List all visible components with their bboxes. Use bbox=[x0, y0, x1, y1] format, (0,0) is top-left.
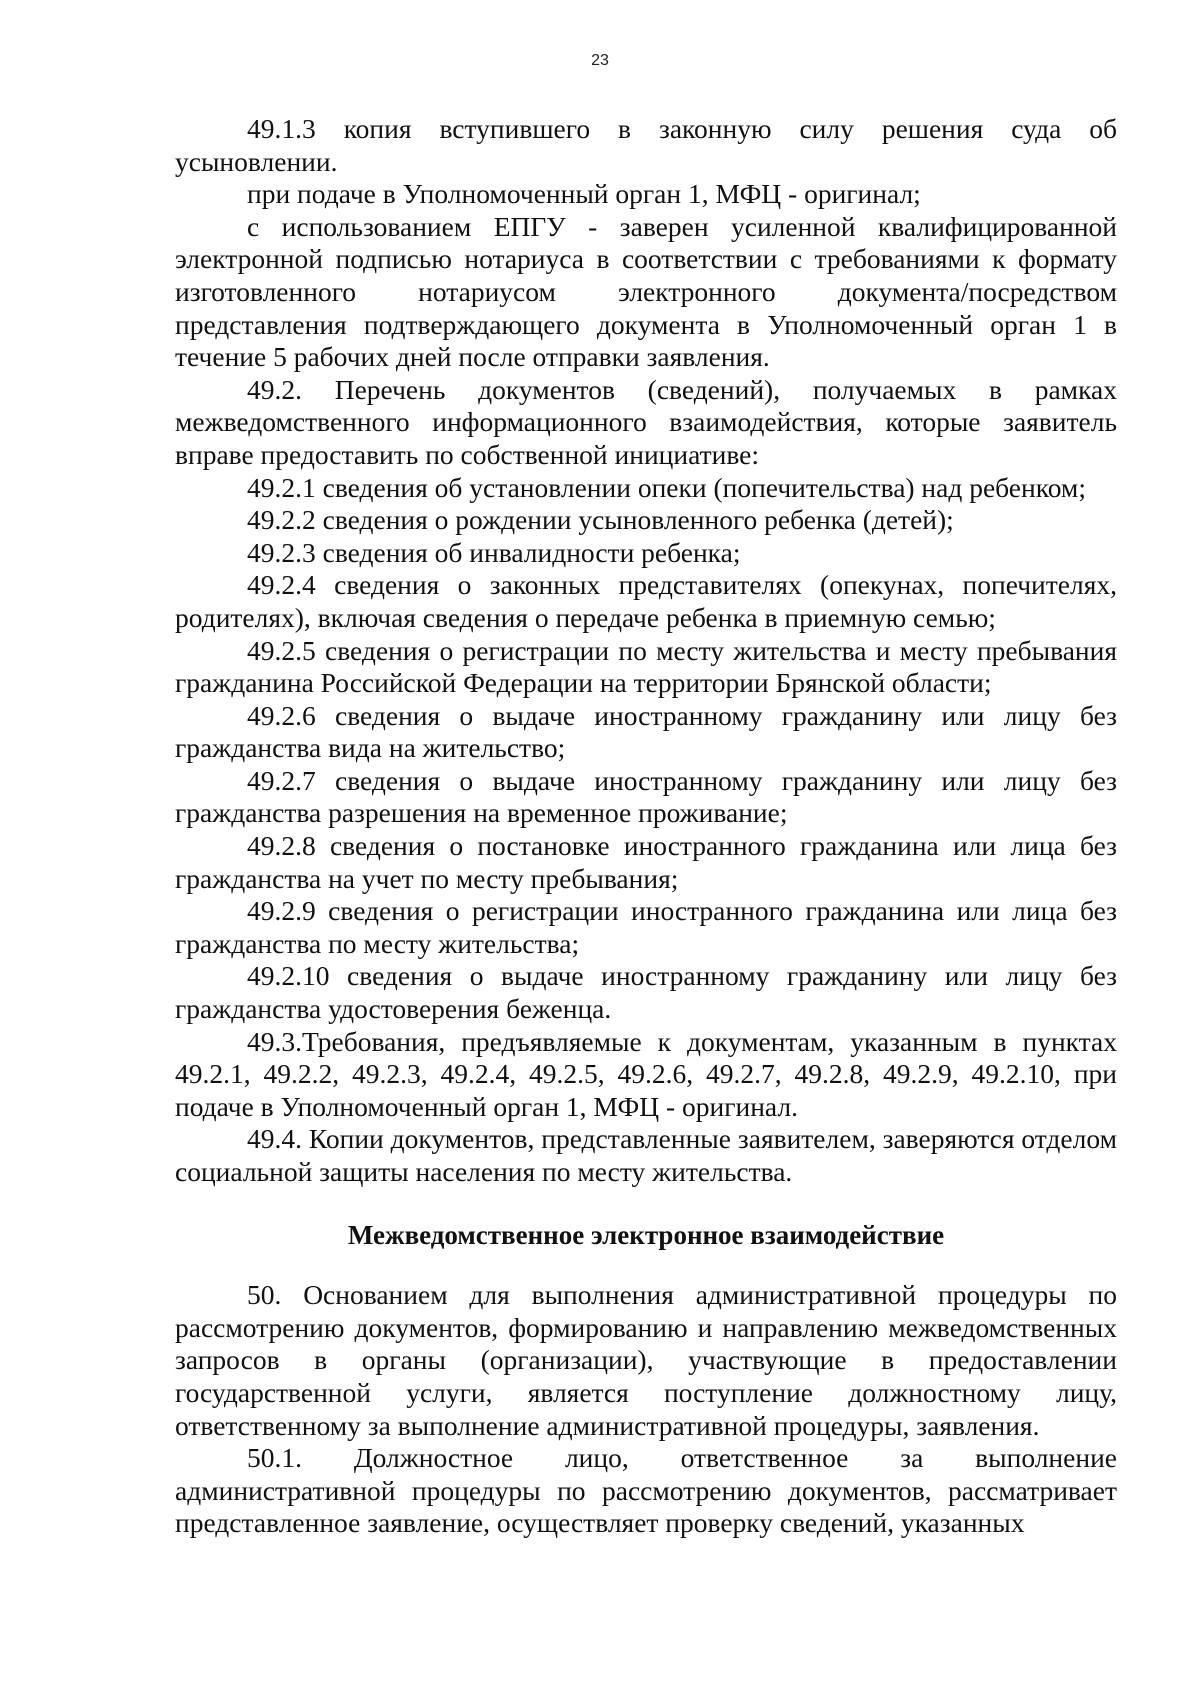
paragraph: 49.1.3 копия вступившего в законную силу решения суда об усыновлении. bbox=[175, 113, 1117, 177]
paragraph: при подаче в Уполномоченный орган 1, МФЦ - оригинал; bbox=[247, 178, 921, 210]
paragraph: 49.2. Перечень документов (сведений), получаемых в рамках межведомственного информационного взаимодействия, которые заявитель вправе предоставить по собственной инициативе: bbox=[175, 373, 1117, 470]
paragraph: 49.2.3 сведения об инвалидности ребенка; bbox=[247, 536, 741, 568]
paragraph: 49.2.5 сведения о регистрации по месту жительства и месту пребывания гражданина Российской Федерации на территории Брянской области; bbox=[175, 634, 1117, 699]
paragraph: 49.3.Требования, предъявляемые к документам, указанным в пунктах 49.2.1, 49.2.2, 49.2.3, 49.2.4, 49.2.5, 49.2.6, 49.2.7, 49.2.8, 49.2.9, 49.2.10, при подаче в Уполномоченный орган 1, МФЦ - оригинал. bbox=[175, 1025, 1117, 1122]
paragraph: 49.2.7 сведения о выдаче иностранному гражданину или лицу без гражданства разрешения на временное проживание; bbox=[175, 764, 1117, 829]
paragraph: 49.4. Копии документов, представленные заявителем, заверяются отделом социальной защиты населения по месту жительства. bbox=[175, 1123, 1117, 1187]
paragraph: 49.2.9 сведения о регистрации иностранного гражданина или лица без гражданства по месту жительства; bbox=[175, 895, 1117, 959]
paragraph: 49.2.1 сведения об установлении опеки (попечительства) над ребенком; bbox=[247, 471, 1086, 503]
paragraph: 49.2.6 сведения о выдаче иностранному гражданину или лицу без гражданства вида на жительство; bbox=[175, 699, 1117, 764]
paragraph: 49.2.4 сведения о законных представителях (опекунах, попечителях, родителях), включая сведения о передаче ребенка в приемную семью; bbox=[175, 569, 1117, 633]
paragraph: 49.2.10 сведения о выдаче иностранному гражданину или лицу без гражданства удостоверения беженца. bbox=[175, 960, 1117, 1025]
paragraph: с использованием ЕПГУ - заверен усиленной квалифицированной электронной подписью нотариуса в соответствии с требованиями к формату изготовленного нотариусом электронного документа/посредством представления подтверждающего документа в Уполномоченный орган 1 в течение 5 рабочих дней после отправки заявления. bbox=[175, 210, 1117, 373]
paragraph: 50.1. Должностное лицо, ответственное за выполнение административной процедуры по рассмотрению документов, рассматривает представленное заявление, осуществляет проверку сведений, указанных bbox=[175, 1442, 1117, 1539]
page-number: 23 bbox=[591, 52, 609, 69]
paragraph: 49.2.2 сведения о рождении усыновленного ребенка (детей); bbox=[247, 504, 954, 536]
document-body bbox=[175, 113, 1117, 1540]
paragraph: 49.2.8 сведения о постановке иностранного гражданина или лица без гражданства на учет по месту пребывания; bbox=[175, 830, 1117, 894]
section-heading: Межведомственное электронное взаимодействие bbox=[347, 1219, 945, 1250]
paragraph: 50. Основанием для выполнения административной процедуры по рассмотрению документов, формированию и направлению межведомственных запросов в органы (организации), участвующие в предоставлении государственной услуги, является поступление должностному лицу, ответственному за выполнение административной процедуры, заявления. bbox=[175, 1279, 1117, 1441]
